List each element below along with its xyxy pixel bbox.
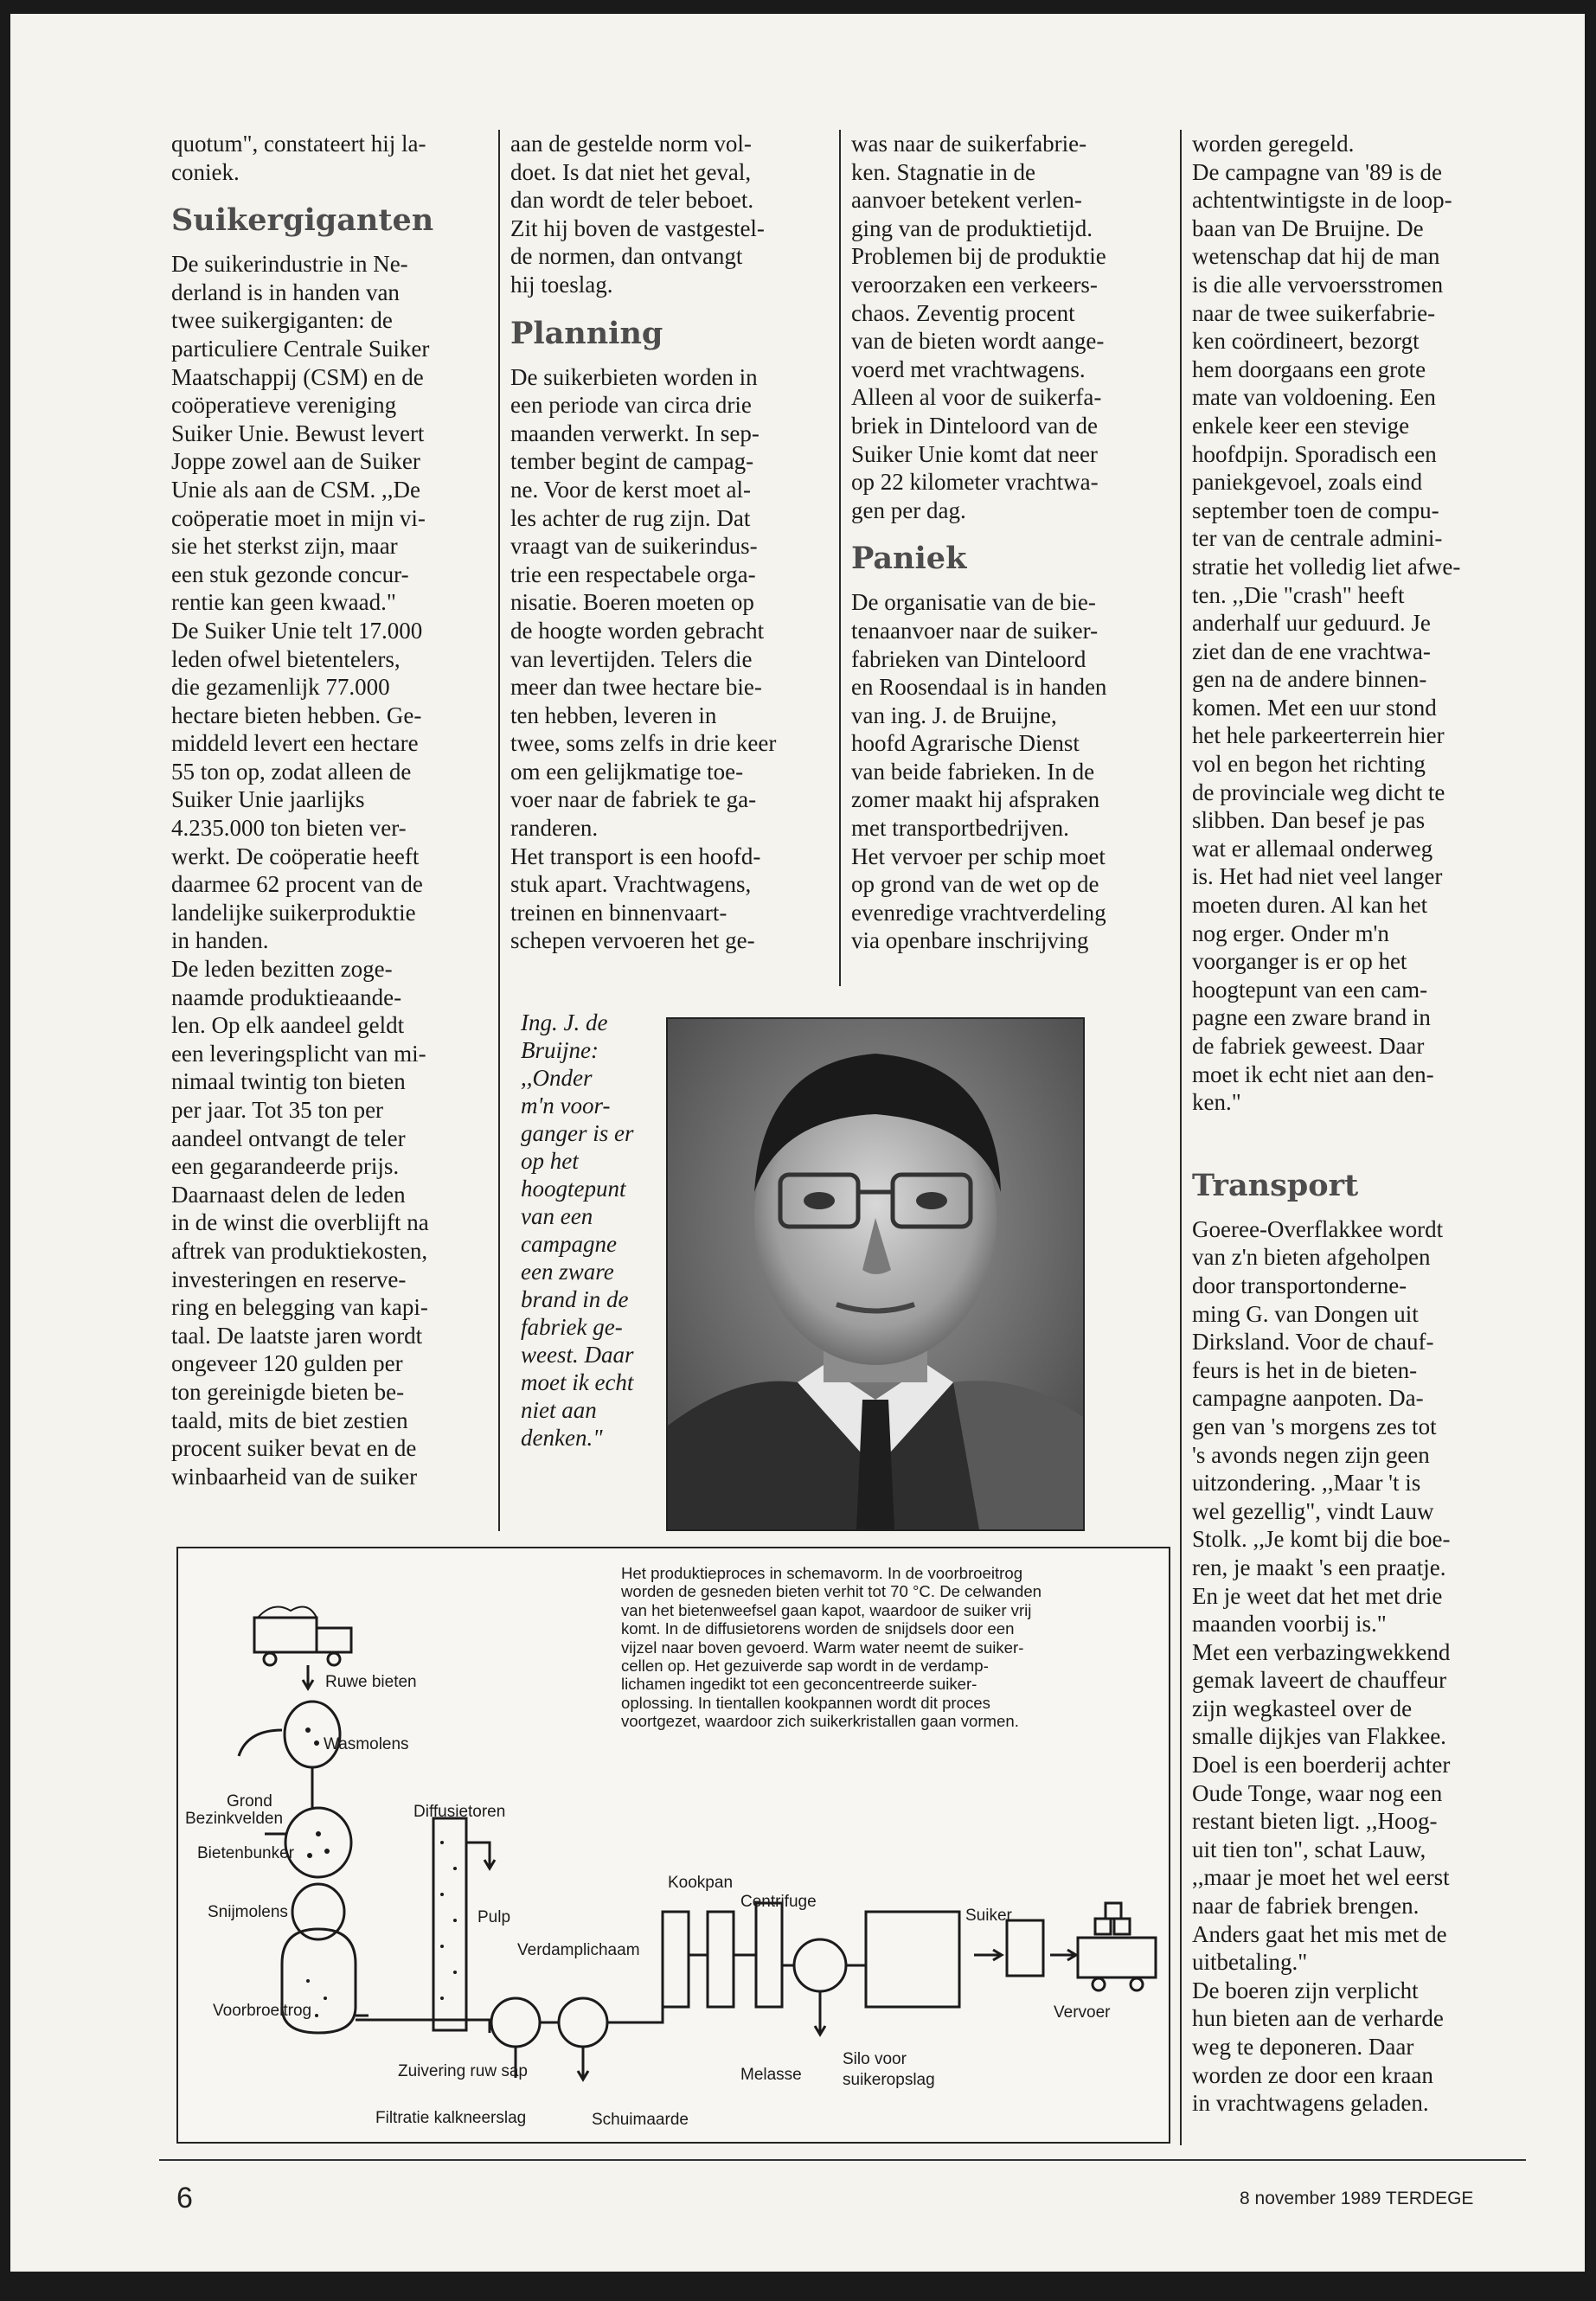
label-melasse: Melasse <box>740 2066 802 2084</box>
label-silo-2: suikeropslag <box>843 2071 935 2089</box>
label-snijmolens: Snijmolens <box>208 1903 288 1921</box>
label-bietenbunker: Bietenbunker <box>197 1844 294 1862</box>
col2-paragraph-1: aan de gestelde norm vol- doet. Is dat niet het geval, dan wordt de teler beboet. Zit hij boven de vastgestel- de normen, dan ontvangt hij toeslag. <box>510 131 765 298</box>
label-voorbroeitrog: Voorbroeitrog <box>213 2002 312 2020</box>
article-column-1 <box>171 130 490 1490</box>
diagram-description-text: Het produktieproces in schemavorm. In de voorbroeitrog worden de gesneden bieten verhit tot 70 °C. De celwanden van het bietenweefsel gaan kapot, waardoor de suiker vrij komt. In de diffusietorens worden de snijdsels door een vijzel naar boven gevoerd. Warm water neemt de suiker- cellen op. Het gezuiverde sap wordt in de verdamp- lichamen ingedikt tot een geconcentreerde suiker- oplossing. In tientallen kookpannen wordt dit proces voortgezet, waardoor zich suikerkristallen gaan vormen. <box>621 1564 1042 1731</box>
label-wasmolens: Wasmolens <box>324 1735 409 1753</box>
label-centrifuge: Centrifuge <box>740 1893 817 1911</box>
heading-transport: Transport <box>1192 1167 1359 1203</box>
col4-paragraph-1: worden geregeld. De campagne van '89 is de achtentwintigste in de loop- baan van De Bruijne. De wetenschap dat hij de man is die alle vervoersstromen naar de twee suikerfabrie- ken coördineert, bezorgt hem doorgaans een grote mate van voldoening. Een enkele keer een stevige hoofdpijn. Sporadisch een paniekgevoel, zoals eind september toen de compu- ter van de centrale admini- stratie het volledig liet afwe- ten. ,,Die "crash" heeft anderhalf uur geduurd. Je ziet dan de ene vrachtwa- gen na de andere binnen- komen. Met een uur stond het hele parkeerterrein hier vol en begon het richting de provinciale weg dicht te slibben. Dan besef je pas wat er allemaal onderweg is. Het had niet veel langer moeten duren. Al kan het nog erger. Onder m'n voorganger is er op het hoogtepunt van een cam- pagne een zware brand in de fabriek geweest. Daar moet ik echt niet aan den- ken." <box>1192 131 1461 1116</box>
heading-suikergiganten: Suikergiganten <box>171 202 434 239</box>
column-divider <box>498 130 500 1531</box>
footer-rule <box>159 2159 1526 2161</box>
label-schuimaarde: Schuimaarde <box>592 2111 689 2129</box>
label-ruwe-bieten: Ruwe bieten <box>325 1673 417 1691</box>
label-suiker: Suiker <box>965 1907 1012 1925</box>
label-filtratie: Filtratie kalkneerslag <box>375 2109 527 2127</box>
heading-paniek: Paniek <box>851 541 967 577</box>
label-verdamplichaam: Verdamplichaam <box>517 1941 640 1959</box>
col3-paragraph-2: De organisatie van de bie- tenaanvoer naar de suiker- fabrieken van Dinteloord en Roosendaal is in handen van ing. J. de Bruijne, hoofd Agrarische Dienst van beide fabrieken. In de zomer maakt hij afspraken met transportbedrijven. Het vervoer per schip moet op grond van de wet op de evenredige vrachtverdeling via openbare inschrijving <box>851 589 1107 954</box>
heading-planning: Planning <box>510 315 663 351</box>
col4-paragraph-2: Goeree-Overflakkee wordt van z'n bieten afgeholpen door transportonderne- ming G. van Dongen uit Dirksland. Voor de chauf- feurs is het in de bieten- campagne aanpoten. Da- gen van 's morgens zes tot 's avonds negen zijn geen uitzondering. ,,Maar 't is wel gezellig", vindt Lauw Stolk. ,,Je komt bij die boe- ren, je maakt 's een praatje. En je weet dat het met drie maanden voorbij is." Met een verbazingwekkend gemak laveert de chauffeur zijn wegkasteel over de smalle dijkjes van Flakkee. Doel is een boerderij achter Oude Tonge, waar nog een restant bieten ligt. ,,Hoog- uit tien ton", schat Lauw, ,,maar je moet het wel eerst naar de fabriek brengen. Anders gaat het mis met de uitbetaling." De boeren zijn verplicht hun bieten aan de verharde weg te deponeren. Daar worden ze door een kraan in vrachtwagens geladen. <box>1192 1215 1451 2117</box>
column-divider <box>839 130 841 986</box>
col1-paragraph-1: quotum", constateert hij la- coniek. <box>171 131 426 185</box>
col2-paragraph-2: De suikerbieten worden in een periode van circa drie maanden verwerkt. In sep- tember begint de campag- ne. Voor de kerst moet al- les achter de rug zijn. Dat vraagt van de suikerindus- trie een respectabele orga- nisatie. Boeren moeten op de hoogte worden gebracht van levertijden. Telers die meer dan twee hectare bie- ten hebben, leveren in twee, soms zelfs in drie keer om een gelijkmatige toe- voer naar de fabriek te ga- randeren. Het transport is een hoofd- stuk apart. Vrachtwagens, treinen en binnenvaart- schepen vervoeren het ge- <box>510 363 777 954</box>
diagram-description <box>621 1564 1157 1731</box>
label-bezinkvelden: Bezinkvelden <box>185 1810 284 1828</box>
col3-paragraph-1: was naar de suikerfabrie- ken. Stagnatie in de aanvoer betekent verlen- ging van de produktietijd. Problemen bij de produktie veroorzaken een verkeers- chaos. Zeventig procent van de bieten wordt aange- voerd met vrachtwagens. Alleen al voor de suikerfa- briek in Dinteloord van de Suiker Unie komt dat neer op 22 kilometer vrachtwa- gen per dag. <box>851 131 1106 523</box>
label-diffusietoren: Diffusietoren <box>413 1803 506 1821</box>
issue-date-line: 8 november 1989 TERDEGE <box>1240 2189 1474 2208</box>
photo-caption <box>521 1009 659 1452</box>
photo-caption-text: Ing. J. de Bruijne: ,,Onder m'n voor- ganger is er op het hoogtepunt van een campagne een zware brand in de fabriek ge- weest. Daar moet ik echt niet aan denken." <box>521 1009 634 1451</box>
magazine-page <box>10 14 1585 2272</box>
col1-paragraph-2: De suikerindustrie in Ne- derland is in handen van twee suikergiganten: de particuliere Centrale Suiker Maatschappij (CSM) en de coöperatieve vereniging Suiker Unie. Bewust levert Joppe zowel aan de Suiker Unie als aan de CSM. ,,De coöperatie moet in mijn vi- sie het sterkst zijn, maar een stuk gezonde concur- rentie kan geen kwaad." De Suiker Unie telt 17.000 leden ofwel bietentelers, die gezamenlijk 77.000 hectare bieten hebben. Ge- middeld levert een hectare 55 ton op, zodat alleen de Suiker Unie jaarlijks 4.235.000 ton bieten ver- werkt. De coöperatie heeft daarmee 62 procent van de landelijke suikerproduktie in handen. De leden bezitten zoge- naamde produktieaande- len. Op elk aandeel geldt een leveringsplicht van mi- nimaal twintig ton bieten per jaar. Tot 35 ton per aandeel ontvangt de teler een gegarandeerde prijs. Daarnaast delen de leden in de winst die overblijft na aftrek van produktiekosten, investeringen en reserve- ring en belegging van kapi- taal. De laatste jaren wordt ongeveer 120 gulden per ton gereinigde bieten be- taald, mits de biet zestien procent suiker bevat en de winbaarheid van de suiker <box>171 251 430 1490</box>
portrait-photo <box>666 1017 1085 1531</box>
label-zuivering-ruw-sap: Zuivering ruw sap <box>398 2062 528 2080</box>
portrait-illustration <box>668 1019 1083 1529</box>
truck-icon <box>254 1618 317 1652</box>
label-pulp: Pulp <box>478 1908 511 1926</box>
article-column-4 <box>1192 130 1517 2118</box>
label-vervoer: Vervoer <box>1054 2003 1111 2022</box>
article-column-3 <box>851 130 1171 955</box>
label-kookpan: Kookpan <box>668 1874 734 1892</box>
article-column-2 <box>510 130 830 955</box>
label-silo-1: Silo voor <box>843 2050 907 2068</box>
sugar-cart-icon <box>1078 1938 1156 1977</box>
column-divider <box>1180 130 1182 2145</box>
page-number: 6 <box>176 2182 193 2214</box>
label-grond: Grond <box>227 1792 272 1811</box>
